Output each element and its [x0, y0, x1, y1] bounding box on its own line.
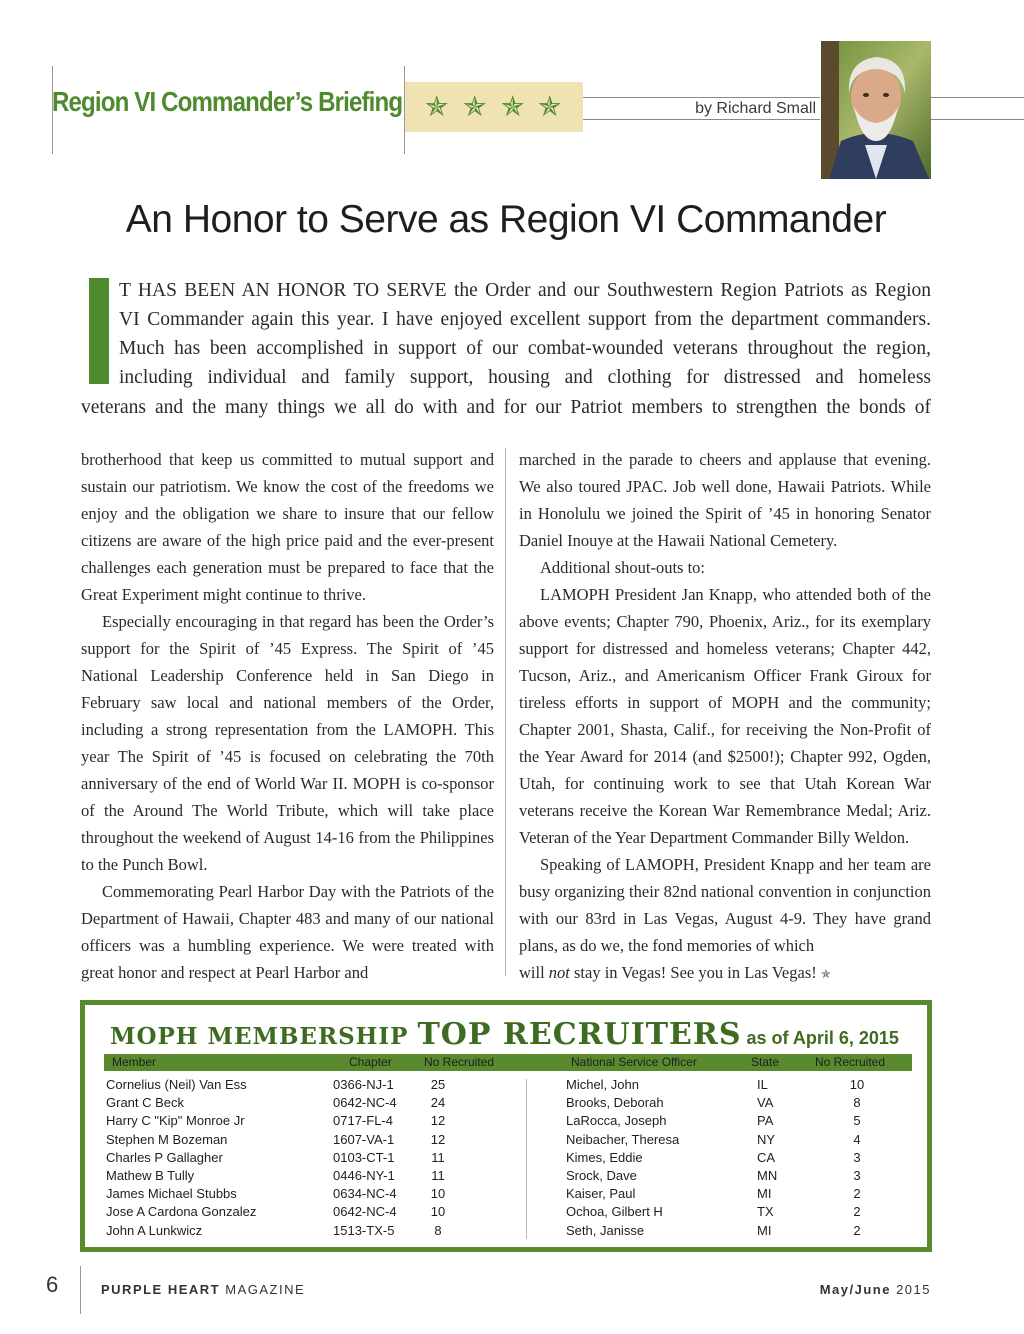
state-code: CA [757, 1149, 776, 1165]
recruited-count: 11 [431, 1149, 445, 1165]
officer-name: Kimes, Eddie [566, 1149, 643, 1165]
recruited-count: 2 [853, 1186, 861, 1202]
left-column [81, 446, 494, 986]
table-divider [526, 1079, 527, 1239]
closing-text: stay in Vegas! See you in Las Vegas! [569, 963, 821, 982]
paragraph: Additional shout-outs to: [540, 558, 705, 577]
star-icon: ✯ [425, 90, 449, 123]
recruiters-title-part1: MOPH MEMBERSHIP [110, 1023, 418, 1050]
recruited-count: 4 [853, 1131, 861, 1147]
star-icon: ✯ [501, 90, 525, 123]
member-name: Charles P Gallagher [106, 1149, 223, 1165]
chapter-code: 1607-VA-1 [333, 1131, 395, 1147]
star-icon: ✯ [538, 90, 562, 123]
page-number: 6 [46, 1272, 59, 1297]
recruiters-title [110, 1017, 899, 1052]
recruited-count: 2 [853, 1222, 861, 1238]
top-recruiters-box [80, 1000, 932, 1252]
header-rule [931, 119, 1024, 120]
member-name: Harry C "Kip" Monroe Jr [106, 1113, 245, 1129]
end-mark-icon: ✯ [820, 967, 831, 981]
officer-name: LaRocca, Joseph [566, 1113, 667, 1129]
header-rule [583, 97, 820, 98]
byline: by Richard Small [695, 100, 816, 117]
lead-line: VI Commander again this year. I have enjoyed excellent support from the department commanders. [119, 309, 931, 330]
member-name: Mathew B Tully [106, 1168, 195, 1183]
state-code: MI [757, 1222, 772, 1238]
officer-name: Ochoa, Gilbert H [566, 1204, 663, 1220]
issue-year: 2015 [890, 1282, 931, 1297]
recruited-count: 12 [430, 1131, 446, 1147]
recruited-count: 8 [434, 1222, 442, 1238]
header-rule [931, 97, 1024, 98]
officer-name: Seth, Janisse [566, 1222, 645, 1238]
drop-cap [89, 278, 109, 384]
recruited-count: 3 [853, 1149, 861, 1165]
closing-emphasis: not [548, 963, 570, 982]
section-title: Region VI Commander’s Briefing [52, 86, 403, 117]
star-icon: ✯ [463, 90, 487, 123]
issue-date [760, 1282, 931, 1297]
paragraph: Especially encouraging in that regard has been the Order’s support for the Spirit of ’45 Express. The Spirit of ’45 National Leadership Conference held in San Diego in February saw local and national members of the Order, including a strong representation from the LAMOPH. This year The Spirit of ’45 is focused on celebrating the 70th anniversary of the end of World War II. MOPH is co-sponsor of the Around The World Tribute, which will take place throughout the weekend of August 14-16 from the Philippines to the Punch Bowl. [81, 612, 494, 874]
officer-name: Srock, Dave [566, 1168, 637, 1183]
member-name: Grant C Beck [106, 1095, 185, 1111]
closing-line [519, 959, 931, 988]
star-band [405, 82, 583, 132]
chapter-code: 0634-NC-4 [333, 1186, 397, 1202]
header-rule [583, 119, 820, 120]
author-photo [821, 41, 931, 179]
magazine-name [101, 1282, 305, 1297]
column-header: State [751, 1055, 780, 1069]
chapter-code: 0717-FL-4 [333, 1113, 393, 1129]
recruited-count: 10 [849, 1077, 865, 1092]
officer-name: Brooks, Deborah [566, 1095, 664, 1111]
recruited-count: 2 [853, 1204, 861, 1220]
state-code: TX [757, 1204, 774, 1220]
state-code: MI [757, 1186, 772, 1202]
table-header [104, 1054, 912, 1071]
chapter-code: 0642-NC-4 [333, 1204, 397, 1220]
recruited-count: 8 [853, 1095, 861, 1111]
recruited-count: 11 [431, 1168, 445, 1183]
recruited-count: 5 [853, 1113, 861, 1129]
paragraph: marched in the parade to cheers and applause that evening. We also toured JPAC. Job well done, Hawaii Patriots. While in Honolulu we joined the Spirit of ’45 in honoring Senator Daniel Inouye at the Hawaii National Cemetery. [519, 450, 931, 550]
issue-month: May/June [819, 1282, 891, 1297]
chapter-code: 1513-TX-5 [333, 1222, 395, 1238]
state-code: VA [757, 1095, 774, 1111]
paragraph: brotherhood that keep us committed to mutual support and sustain our patriotism. We know the cost of the freedoms we enjoy and the obligation we share to insure that our fellow citizens are aware of the high price paid and the ever-present challenges each generation must be prepared to face that the Great Experiment might continue to thrive. [81, 450, 494, 604]
magazine-name-bold: PURPLE HEART [101, 1282, 221, 1297]
recruited-count: 3 [853, 1168, 861, 1183]
recruited-count: 25 [430, 1077, 446, 1092]
state-code: MN [757, 1168, 778, 1183]
chapter-code: 0446-NY-1 [333, 1168, 395, 1183]
recruiters-title-date: as of April 6, 2015 [741, 1028, 899, 1048]
column-header: Member [112, 1055, 157, 1069]
member-name: John A Lunkwicz [106, 1222, 203, 1238]
chapter-code: 0103-CT-1 [333, 1149, 395, 1165]
lead-line: including individual and family support, housing and clothing for distressed and homeless [119, 367, 931, 388]
recruited-count: 24 [430, 1095, 446, 1111]
chapter-code: 0642-NC-4 [333, 1095, 397, 1111]
column-divider [505, 448, 506, 976]
state-code: IL [757, 1077, 768, 1092]
lead-line: veterans and the many things we all do with and for our Patriot members to strengthen the bonds of [81, 397, 931, 418]
recruiters-title-part2: TOP RECRUITERS [417, 1017, 742, 1052]
member-name: Stephen M Bozeman [106, 1131, 228, 1147]
magazine-name-rest: MAGAZINE [220, 1282, 306, 1297]
column-header: No Recruited [815, 1055, 886, 1069]
column-header: National Service Officer [571, 1055, 697, 1069]
footer-rule [80, 1266, 81, 1314]
recruited-count: 10 [430, 1204, 446, 1220]
lead-line: T HAS BEEN AN HONOR TO SERVE the Order and our Southwestern Region Patriots as Region [119, 280, 931, 301]
lead-line: Much has been accomplished in support of our combat-wounded veterans throughout the region, [119, 338, 931, 359]
column-header: Chapter [349, 1055, 392, 1069]
state-code: PA [757, 1113, 774, 1129]
member-name: James Michael Stubbs [106, 1186, 237, 1202]
right-column [519, 446, 931, 988]
paragraph: Commemorating Pearl Harbor Day with the Patriots of the Department of Hawaii, Chapter 483 and many of our national officers was a humbling experience. We were treated with great honor and respect at Pearl Harbor and [81, 882, 494, 982]
paragraph: LAMOPH President Jan Knapp, who attended both of the above events; Chapter 790, Phoenix, Ariz., for its exemplary support for distressed and homeless veterans; Chapter 442, Tucson, Ariz., and Americanism Officer Frank Giroux for tireless efforts in support of MOPH and the community; Chapter 2001, Shasta, Calif., for receiving the Non-Profit of the Year Award for 2014 (and $2500!); Chapter 992, Ogden, Utah, for continuing work to see that Utah Korean War veterans receive the Korean War Remembrance Medal; Ariz. Veteran of the Year Department Commander Billy Weldon. [519, 585, 931, 847]
recruited-count: 12 [430, 1113, 446, 1129]
officer-name: Kaiser, Paul [566, 1186, 636, 1202]
closing-text: will [519, 963, 549, 982]
member-name: Cornelius (Neil) Van Ess [106, 1077, 247, 1092]
officer-name: Neibacher, Theresa [566, 1131, 680, 1147]
recruited-count: 10 [430, 1186, 446, 1202]
member-name: Jose A Cardona Gonzalez [106, 1204, 257, 1220]
chapter-code: 0366-NJ-1 [333, 1077, 394, 1092]
article-title: An Honor to Serve as Region VI Commander [125, 198, 887, 241]
officer-name: Michel, John [566, 1077, 639, 1092]
paragraph: Speaking of LAMOPH, President Knapp and her team are busy organizing their 82nd national convention in conjunction with our 83rd in Las Vegas, August 4-9. They have grand plans, as do we, the fond memories of which [519, 855, 931, 955]
column-header: No Recruited [424, 1055, 495, 1069]
state-code: NY [757, 1131, 776, 1147]
